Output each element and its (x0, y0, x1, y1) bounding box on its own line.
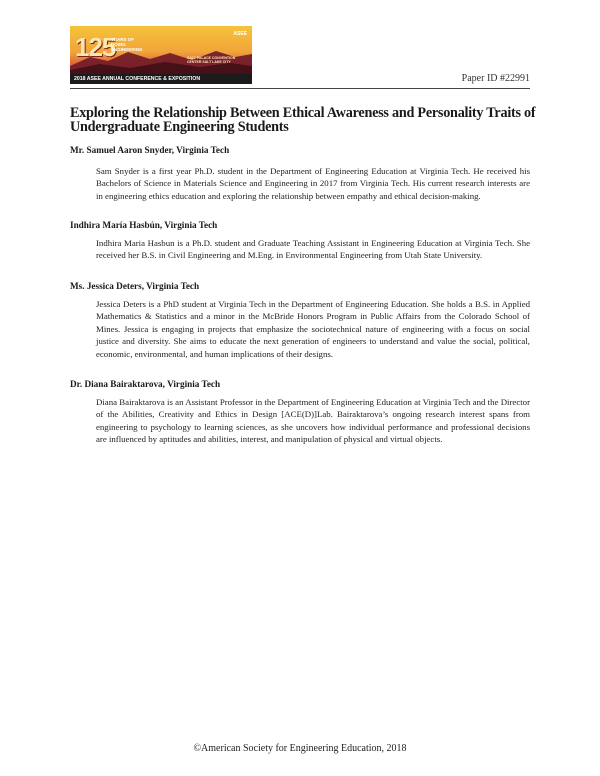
banner-conference-strip: 2018 ASEE ANNUAL CONFERENCE & EXPOSITION (70, 74, 252, 84)
banner-125-number: 125 (75, 32, 116, 62)
copyright-footer: ©American Society for Engineering Education, 2018 (193, 743, 407, 754)
conference-banner-logo (70, 26, 252, 84)
header-divider (70, 88, 530, 89)
paper-title: Exploring the Relationship Between Ethical Awareness and Personality Traits of Undergraduate Engineering Students (70, 105, 536, 135)
author-bio: Indhira Maria Hasbun is a Ph.D. student and Graduate Teaching Assistant in Engineering Education at Virginia Tech. She received her B.S. in Civil Engineering and M.Eng. in Environmental Engineering from Utah State University. (96, 238, 530, 261)
author-bio: Sam Snyder is a first year Ph.D. student in the Department of Engineering Education at Virginia Tech. He received his Bachelors of Science in Materials Science and Engineering in 2017 from Virginia Tech. His current research interests are in engineering ethics education and exploring the relationship between empathy and ethical decision-making. (96, 166, 530, 201)
banner-years-text: YEARS OF DOING ENGINEERING (111, 37, 143, 53)
banner-asee-mark: ASEE (233, 31, 247, 37)
author-name: Indhira María Hasbún, Virginia Tech (70, 220, 218, 230)
paper-id: Paper ID #22991 (461, 73, 530, 84)
author-bio: Jessica Deters is a PhD student at Virginia Tech in the Department of Engineering Education. She holds a B.S. in Applied Mathematics & Statistics and a minor in the McBride Honors Program in Public Affairs from the Colorado School of Mines. Jessica is engaging in projects that emphasize the sociotechnical nature of engineering with a focus on social justice and diversity. She aims to educate the next generation of engineers to understand and value the social, political, economic, environmental, and human implications of their designs. (96, 299, 530, 359)
author-bio: Diana Bairaktarova is an Assistant Professor in the Department of Engineering Education at Virginia Tech and the Director of the Abilities, Creativity and Ethics in Design [ACE(D)]Lab. Bairaktarova’s ongoing research interest spans from engineering to psychology to learning sciences, as she uncovers how individual performance and professional decisions are influenced by aptitudes and abilities, interest, and manipulation of physical and virtual objects. (96, 397, 530, 445)
author-name: Mr. Samuel Aaron Snyder, Virginia Tech (70, 145, 230, 155)
banner-venue-text: SALT PALACE CONVENTION CENTER SALT LAKE CITY (187, 56, 236, 65)
author-name: Dr. Diana Bairaktarova, Virginia Tech (70, 379, 221, 389)
author-name: Ms. Jessica Deters, Virginia Tech (70, 281, 200, 291)
